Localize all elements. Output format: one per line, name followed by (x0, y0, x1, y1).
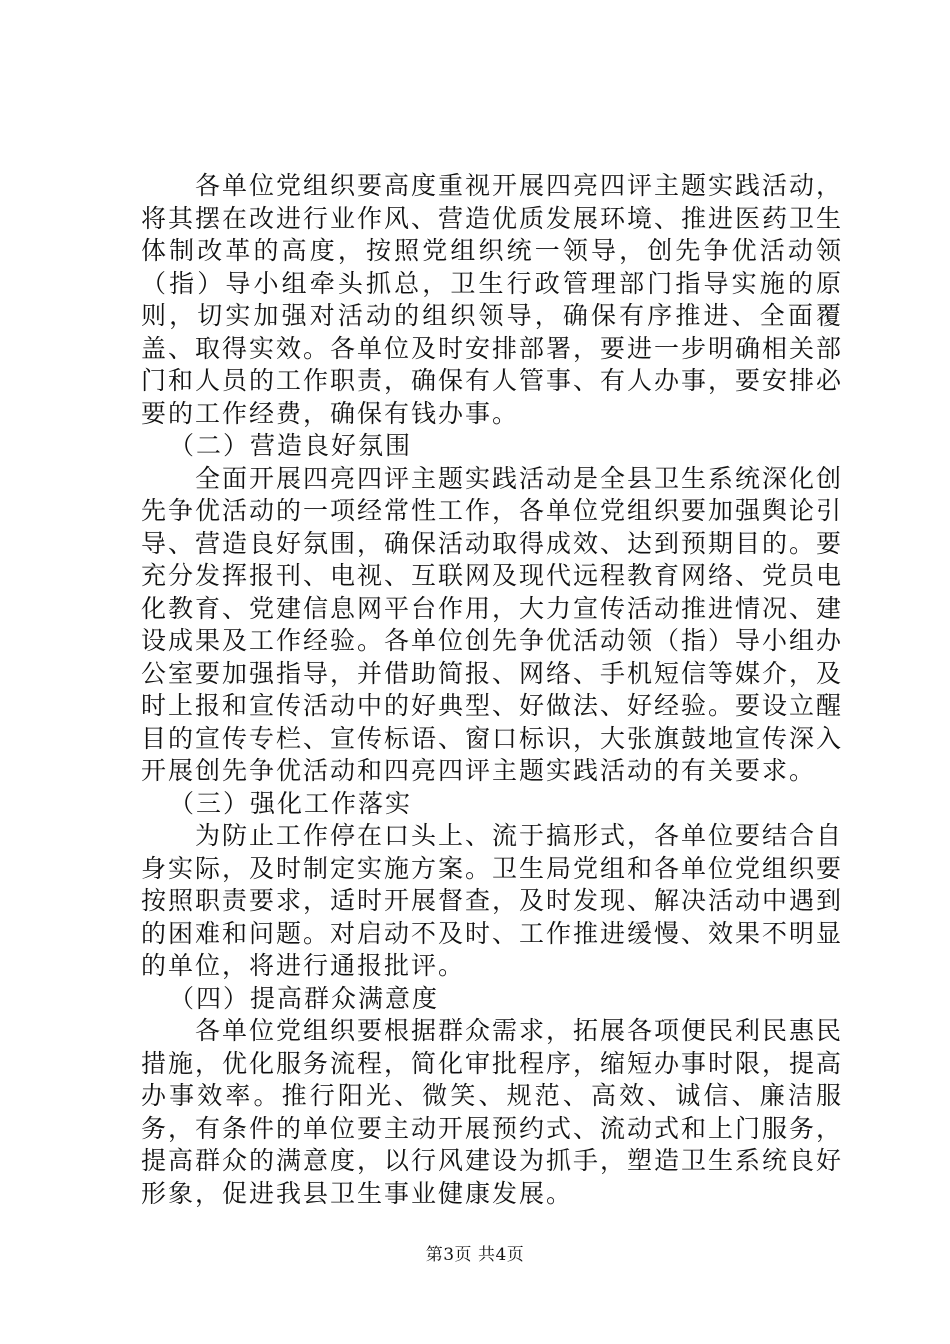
section-heading-implementation: （三）强化工作落实 (169, 788, 413, 818)
paragraph-organization: 各单位党组织要高度重视开展四亮四评主题实践活动，将其摆在改进行业作风、营造优质发展环境、推进医药卫生体制改革的高度，按照党组织统一领导，创先争优活动领（指）导小组牵头抓总，卫生行政管理部门指导实施的原则，切实加强对活动的组织领导，确保有序推进、全面覆盖、取得实效。各单位及时安排部署，要进一步明确相关部门和人员的工作职责，确保有人管事、有人办事，要安排必要的工作经费，确保有钱办事。 (141, 171, 844, 428)
paragraph-satisfaction: 各单位党组织要根据群众需求，拓展各项便民利民惠民措施，优化服务流程，简化审批程序，缩短办事时限，提高办事效率。推行阳光、微笑、规范、高效、诚信、廉洁服务，有条件的单位要主动开展预约式、流动式和上门服务，提高群众的满意度，以行风建设为抓手，塑造卫生系统良好形象，促进我县卫生事业健康发展。 (141, 1016, 844, 1208)
page-number-footer: 第3页 共4页 (425, 1245, 525, 1265)
section-heading-atmosphere: （二）营造良好氛围 (169, 431, 413, 460)
paragraph-atmosphere: 全面开展四亮四评主题实践活动是全县卫生系统深化创先争优活动的一项经常性工作，各单位党组织要加强舆论引导、营造良好氛围，确保活动取得成效、达到预期目的。要充分发挥报刊、电视、互联网及现代远程教育网络、党员电化教育、党建信息网平台作用，大力宣传活动推进情况、建设成果及工作经验。各单位创先争优活动领（指）导小组办公室要加强指导，并借助简报、网络、手机短信等媒介，及时上报和宣传活动中的好典型、好做法、好经验。要设立醒目的宣传专栏、宣传标语、窗口标识，大张旗鼓地宣传深入开展创先争优活动和四亮四评主题实践活动的有关要求。 (141, 463, 844, 785)
section-heading-satisfaction: （四）提高群众满意度 (169, 983, 440, 1013)
paragraph-implementation: 为防止工作停在口头上、流于搞形式，各单位要结合自身实际，及时制定实施方案。卫生局党组和各单位党组织要按照职责要求，适时开展督查，及时发现、解决活动中遇到的困难和问题。对启动不及时、工作推进缓慢、效果不明显的单位，将进行通报批评。 (141, 821, 844, 980)
document-body (141, 170, 843, 1210)
